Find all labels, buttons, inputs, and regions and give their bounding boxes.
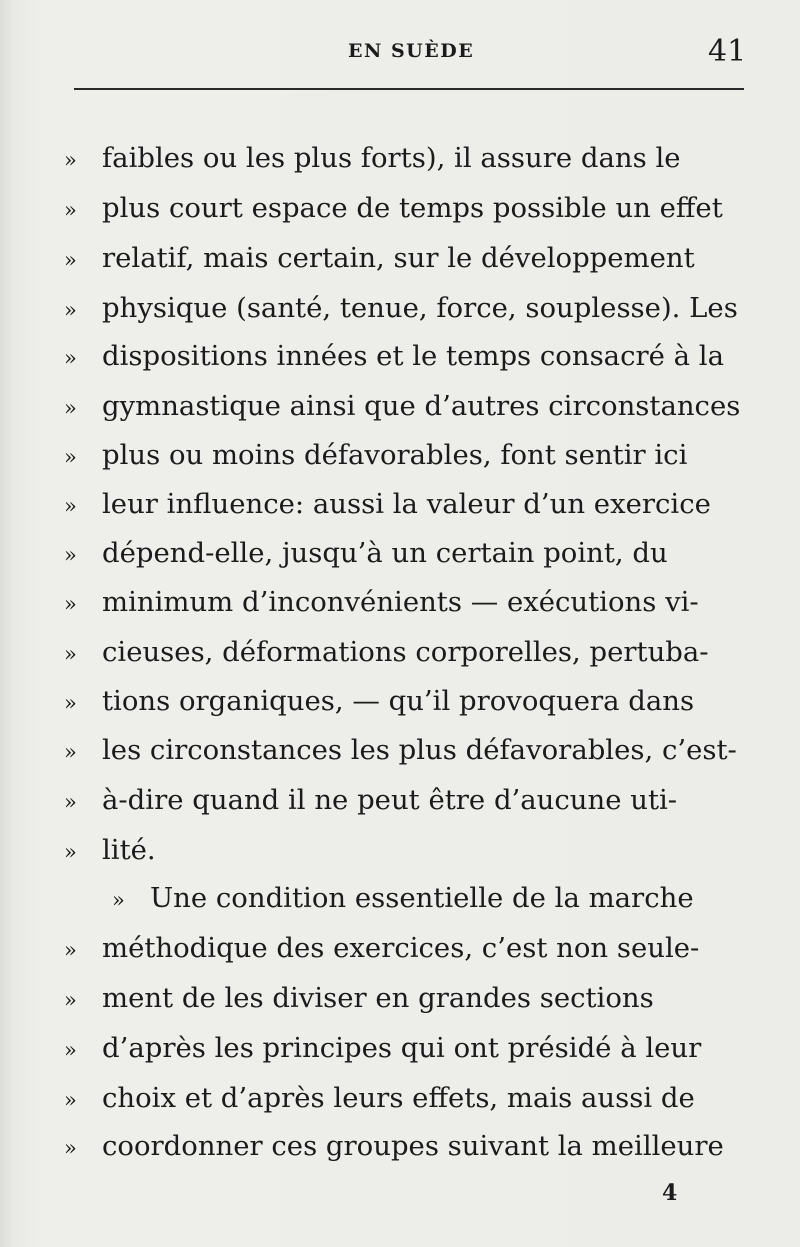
line-text: coordonner ces groupes suivant la meilleure — [102, 1130, 724, 1162]
line-text: d’après les principes qui ont présidé à leur — [102, 1032, 702, 1064]
quote-mark: » — [64, 298, 77, 322]
quote-mark: » — [64, 1136, 77, 1160]
text-line — [64, 384, 754, 428]
signature-mark: 4 — [662, 1180, 678, 1206]
text-line — [64, 236, 754, 280]
line-text: leur influence: aussi la valeur d’un exercice — [102, 488, 711, 520]
text-line — [64, 186, 754, 230]
quote-mark: » — [64, 988, 77, 1012]
page-number: 41 — [708, 34, 747, 69]
line-text: tions organiques, — qu’il provoquera dans — [102, 685, 695, 717]
text-line — [64, 482, 754, 526]
text-line — [64, 778, 754, 822]
line-text: méthodique des exercices, c’est non seule- — [102, 932, 700, 964]
line-text: minimum d’inconvénients — exécutions vi- — [102, 586, 699, 618]
quote-mark: » — [64, 592, 77, 616]
quote-mark: » — [64, 494, 77, 518]
quote-mark: » — [64, 740, 77, 764]
text-line — [64, 679, 754, 723]
quote-mark: » — [64, 396, 77, 420]
quote-mark: » — [64, 840, 77, 864]
quote-mark: » — [64, 198, 77, 222]
line-text: physique (santé, tenue, force, souplesse). Les — [102, 292, 738, 324]
text-line — [64, 1026, 754, 1070]
quote-mark: » — [64, 543, 77, 567]
line-text: les circonstances les plus défavorables, c’est- — [102, 734, 737, 766]
running-title: EN SUÈDE — [348, 40, 475, 62]
text-line — [64, 976, 754, 1020]
quote-mark: » — [64, 148, 77, 172]
line-text: relatif, mais certain, sur le développement — [102, 242, 695, 274]
page-header — [0, 0, 800, 100]
header-rule — [74, 88, 744, 90]
text-line — [64, 580, 754, 624]
line-text: Une condition essentielle de la marche — [150, 882, 694, 914]
line-text: ment de les diviser en grandes sections — [102, 982, 654, 1014]
text-line — [64, 1124, 754, 1168]
quote-mark: » — [64, 1038, 77, 1062]
text-line — [64, 630, 754, 674]
quote-mark: » — [64, 346, 77, 370]
text-line — [64, 828, 754, 872]
quote-mark: » — [64, 248, 77, 272]
line-text: lité. — [102, 834, 156, 866]
quote-mark: » — [64, 691, 77, 715]
text-line — [64, 1076, 754, 1120]
text-line — [64, 334, 754, 378]
quote-mark: » — [112, 888, 125, 912]
text-line — [64, 286, 754, 330]
line-text: à-dire quand il ne peut être d’aucune uti- — [102, 784, 678, 816]
line-text: plus ou moins défavorables, font sentir ici — [102, 439, 688, 471]
text-line — [64, 136, 754, 180]
line-text: dispositions innées et le temps consacré à la — [102, 340, 724, 372]
quote-mark: » — [64, 790, 77, 814]
text-line — [64, 433, 754, 477]
text-line — [64, 926, 754, 970]
line-text: gymnastique ainsi que d’autres circonstances — [102, 390, 741, 422]
quote-mark: » — [64, 642, 77, 666]
line-text: cieuses, déformations corporelles, pertuba- — [102, 636, 709, 668]
line-text: dépend-elle, jusqu’à un certain point, du — [102, 537, 668, 569]
quote-mark: » — [64, 938, 77, 962]
paragraph-first-line — [112, 876, 754, 920]
quote-mark: » — [64, 1088, 77, 1112]
line-text: plus court espace de temps possible un effet — [102, 192, 723, 224]
quote-mark: » — [64, 445, 77, 469]
text-line — [64, 531, 754, 575]
line-text: faibles ou les plus forts), il assure dans le — [102, 142, 681, 174]
text-line — [64, 728, 754, 772]
line-text: choix et d’après leurs effets, mais aussi de — [102, 1082, 695, 1114]
